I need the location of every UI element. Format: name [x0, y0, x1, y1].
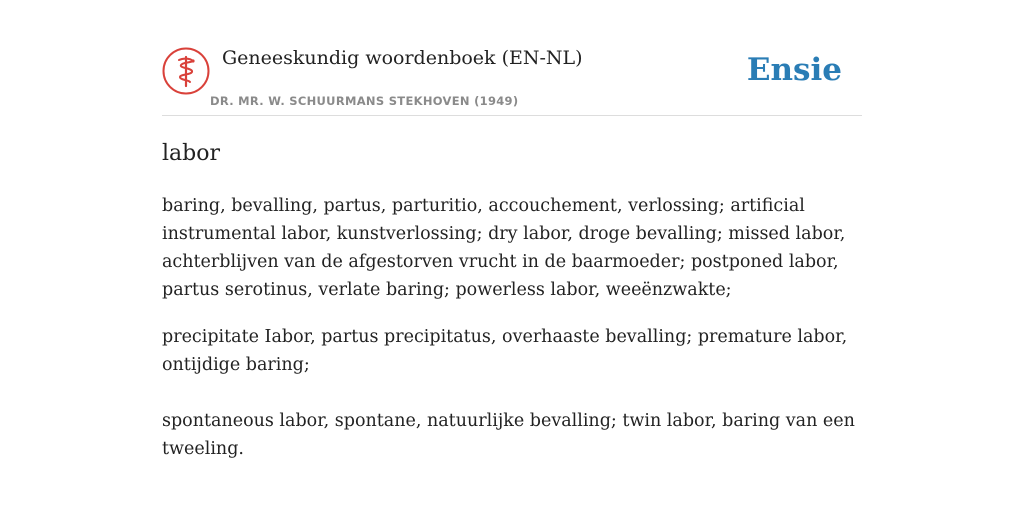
caduceus-icon[interactable]	[162, 47, 210, 95]
definition-paragraph: spontaneous labor, spontane, natuurlijke bevalling; twin labor, baring van een tweeling.	[162, 411, 855, 459]
dictionary-title[interactable]: Geneeskundig woordenboek (EN-NL)	[222, 47, 583, 69]
definition-paragraph: baring, bevalling, partus, parturitio, accouchement, verlossing; artificial instrumental labor, kunstverlossing; dry labor, droge bevalling; missed labor, achterblijven van de afgestorven vrucht in de baarmoeder; postponed labor, partus serotinus, verlate baring; powerless labor, weeënzwakte;	[162, 196, 846, 300]
definition-paragraph: precipitate Iabor, partus precipitatus, overhaaste bevalling; premature labor, ontijdige baring;	[162, 327, 848, 375]
dictionary-author: DR. MR. W. SCHUURMANS STEKHOVEN (1949)	[210, 94, 519, 108]
header-divider	[162, 115, 862, 116]
page	[162, 0, 862, 512]
brand-logo[interactable]: Ensie	[746, 52, 842, 88]
headword: labor	[162, 141, 220, 166]
